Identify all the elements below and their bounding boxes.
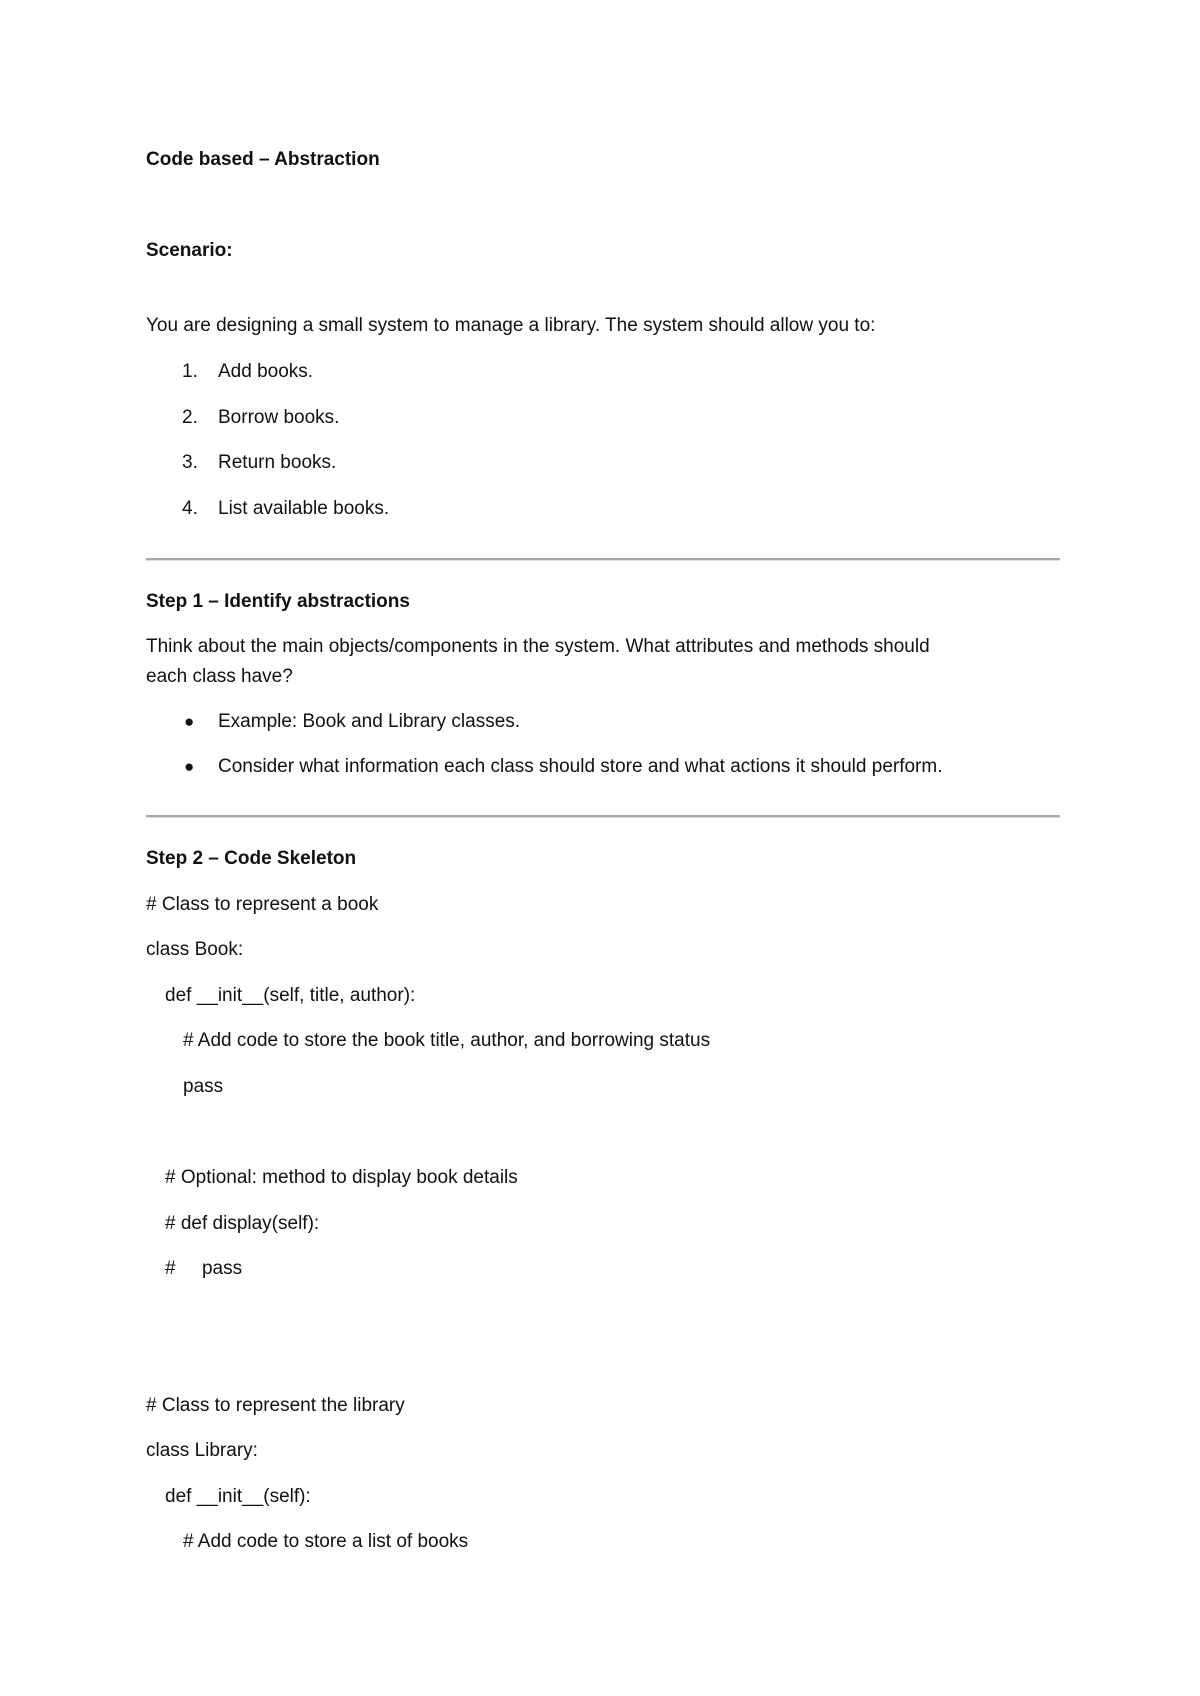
list-text: Add books. (218, 361, 314, 382)
code-line: def __init__(self): (165, 1486, 311, 1507)
bullet-icon: ● (184, 712, 195, 731)
code-line: # Add code to store a list of books (183, 1531, 469, 1552)
step1-body-line: Think about the main objects/components in the system. What attributes and methods should (146, 636, 930, 657)
step2-heading: Step 2 – Code Skeleton (146, 848, 357, 869)
bullet-text: Example: Book and Library classes. (218, 711, 521, 732)
list-text: Return books. (218, 452, 337, 473)
step1-heading: Step 1 – Identify abstractions (146, 591, 410, 612)
horizontal-divider (146, 558, 1060, 561)
horizontal-divider (146, 815, 1060, 818)
code-line: class Book: (146, 939, 244, 960)
list-text: Borrow books. (218, 407, 340, 428)
code-line: # Optional: method to display book details (165, 1167, 518, 1188)
scenario-heading: Scenario: (146, 240, 233, 261)
code-line: # Class to represent a book (146, 894, 379, 915)
code-line: # Class to represent the library (146, 1395, 405, 1416)
code-line: def __init__(self, title, author): (165, 985, 416, 1006)
code-line: pass (183, 1076, 224, 1097)
document-title: Code based – Abstraction (146, 149, 380, 170)
scenario-intro: You are designing a small system to manage a library. The system should allow you to: (146, 315, 876, 336)
code-line: # Add code to store the book title, author, and borrowing status (183, 1030, 711, 1051)
list-number: 4. (182, 498, 198, 519)
list-number: 3. (182, 452, 198, 473)
list-number: 1. (182, 361, 198, 382)
list-number: 2. (182, 407, 198, 428)
code-line: # def display(self): (165, 1213, 320, 1234)
bullet-icon: ● (184, 757, 195, 776)
code-line: class Library: (146, 1440, 258, 1461)
list-text: List available books. (218, 498, 390, 519)
bullet-text: Consider what information each class should store and what actions it should perform. (218, 756, 943, 777)
step1-body-line: each class have? (146, 666, 293, 687)
code-line: # pass (165, 1258, 243, 1279)
